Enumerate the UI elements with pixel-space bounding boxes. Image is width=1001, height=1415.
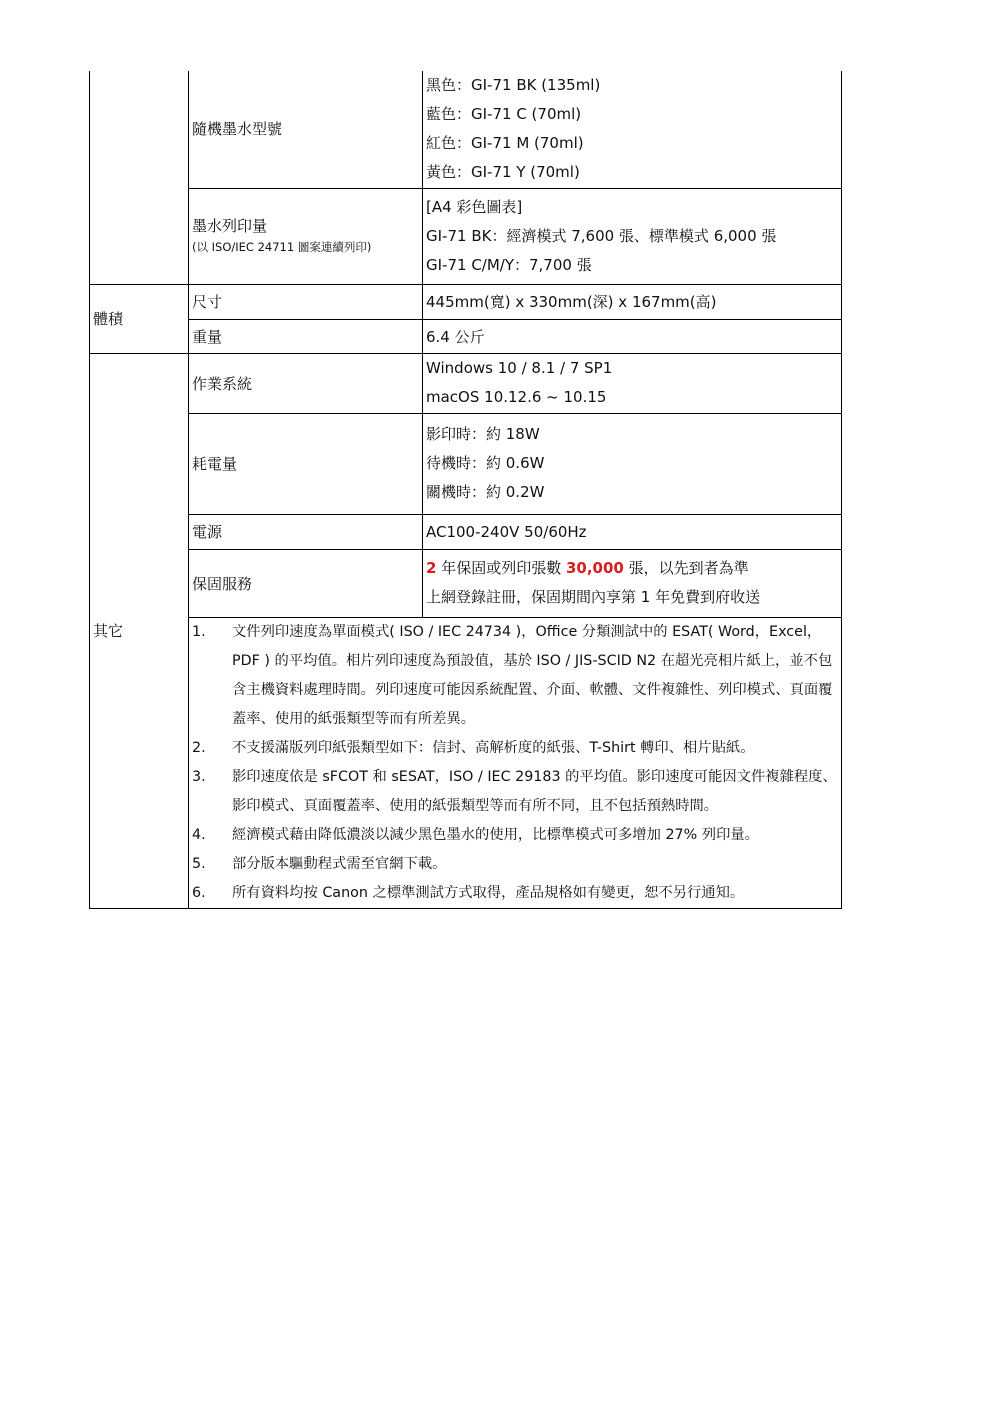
supply-label: 電源 — [189, 514, 423, 549]
note-text: 部分版本驅動程式需至官網下載。 — [232, 855, 447, 872]
warranty-line-2: 上網登錄註冊，保固期間內享第 1 年免費到府收送 — [426, 588, 761, 606]
size-value: 445mm(寬) x 330mm(深) x 167mm(高) — [423, 284, 842, 319]
warranty-end: 張，以先到者為準 — [623, 559, 749, 577]
yield-label-cell — [189, 188, 423, 284]
weight-row — [90, 319, 842, 353]
yield-value-cmy: GI-71 C/M/Y：7,700 張 — [426, 255, 592, 274]
supply-row — [90, 514, 842, 549]
ink-value-cyan: 藍色：GI-71 C (70ml) — [426, 105, 582, 124]
weight-value: 6.4 公斤 — [423, 319, 842, 353]
supply-value: AC100-240V 50/60Hz — [423, 514, 842, 549]
weight-label: 重量 — [189, 319, 423, 353]
power-value-copy: 影印時：約 18W — [426, 425, 540, 443]
os-row — [90, 353, 842, 413]
yield-value-title: [A4 彩色圖表] — [426, 197, 523, 216]
ink-value-yellow: 黃色：GI-71 Y (70ml) — [426, 163, 580, 182]
notes-cell — [189, 617, 842, 908]
yield-row — [90, 188, 842, 284]
note-text: 經濟模式藉由降低濃淡以減少黑色墨水的使用，比標準模式可多增加 27% 列印量。 — [232, 826, 759, 843]
warranty-line-1 — [426, 554, 841, 583]
yield-sublabel: (以 ISO/IEC 24711 圖案連續列印) — [192, 240, 372, 254]
note-text: 影印速度依是 sFCOT 和 sESAT，ISO / IEC 29183 的平均值。影印速度可能因文件複雜程度、影印模式、頁面覆蓋率、使用的紙張類型等而有所不同，且不包括預熱時間。 — [232, 768, 837, 814]
warranty-values — [423, 549, 842, 617]
warranty-pages: 30,000 — [565, 559, 624, 577]
power-value-off: 關機時：約 0.2W — [426, 483, 545, 501]
note-item: 1. 文件列印速度為單面模式( ISO / IEC 24734 )，Office 分類測試中的 ESAT( Word，Excel，PDF ) 的平均值。相片列印速度為預設值，基於 ISO / JIS-SCID N2 在超光亮相片紙上，並不包含主機資料處理時間。列印速度可能因系統配置、介面、軟體、文件複雜性、列印模式、頁面覆蓋率、使用的紙張類型等而有所差異。 — [192, 618, 839, 734]
power-value-standby: 待機時：約 0.6W — [426, 454, 545, 472]
os-value-windows: Windows 10 / 8.1 / 7 SP1 — [426, 359, 613, 377]
note-text: 不支援滿版列印紙張類型如下：信封、高解析度的紙張、T-Shirt 轉印、相片貼紙。 — [232, 739, 755, 756]
note-item: 3. 影印速度依是 sFCOT 和 sESAT，ISO / IEC 29183 的平均值。影印速度可能因文件複雜程度、影印模式、頁面覆蓋率、使用的紙張類型等而有所不同，且不包括預熱時間。 — [192, 763, 839, 821]
note-item: 4. 經濟模式藉由降低濃淡以減少黑色墨水的使用，比標準模式可多增加 27% 列印量。 — [192, 821, 839, 850]
ink-value-magenta: 紅色：GI-71 M (70ml) — [426, 134, 584, 153]
spec-sheet — [89, 71, 841, 909]
category-cell-empty — [90, 71, 189, 284]
warranty-row — [90, 549, 842, 617]
ink-row — [90, 71, 842, 188]
volume-category: 體積 — [90, 284, 189, 353]
power-label: 耗電量 — [189, 413, 423, 514]
ink-value-black: 黑色：GI-71 BK (135ml) — [426, 76, 601, 95]
ink-values — [423, 71, 842, 188]
note-text: 所有資料均按 Canon 之標準測試方式取得，產品規格如有變更，恕不另行通知。 — [232, 884, 745, 901]
warranty-years: 2 — [426, 559, 437, 577]
spec-table — [89, 71, 842, 909]
power-values — [423, 413, 842, 514]
size-row — [90, 284, 842, 319]
os-values — [423, 353, 842, 413]
os-label: 作業系統 — [189, 353, 423, 413]
power-row — [90, 413, 842, 514]
warranty-label: 保固服務 — [189, 549, 423, 617]
warranty-mid: 年保固或列印張數 — [436, 559, 566, 577]
other-category: 其它 — [90, 353, 189, 908]
note-item: 2. 不支援滿版列印紙張類型如下：信封、高解析度的紙張、T-Shirt 轉印、相片貼紙。 — [192, 734, 839, 763]
size-label: 尺寸 — [189, 284, 423, 319]
yield-values — [423, 188, 842, 284]
note-text: 文件列印速度為單面模式( ISO / IEC 24734 )，Office 分類測試中的 ESAT( Word，Excel，PDF ) 的平均值。相片列印速度為預設值，基於 ISO / JIS-SCID N2 在超光亮相片紙上，並不包含主機資料處理時間。列印速度可能因系統配置、介面、軟體、文件複雜性、列印模式、頁面覆蓋率、使用的紙張類型等而有所差異。 — [232, 623, 833, 727]
note-item: 6. 所有資料均按 Canon 之標準測試方式取得，產品規格如有變更，恕不另行通知。 — [192, 879, 839, 908]
notes-row — [90, 617, 842, 908]
note-item: 5. 部分版本驅動程式需至官網下載。 — [192, 850, 839, 879]
ink-label: 隨機墨水型號 — [189, 71, 423, 188]
yield-value-bk: GI-71 BK：經濟模式 7,600 張、標準模式 6,000 張 — [426, 226, 777, 245]
yield-label: 墨水列印量 — [192, 217, 268, 235]
os-value-mac: macOS 10.12.6 ~ 10.15 — [426, 388, 607, 406]
